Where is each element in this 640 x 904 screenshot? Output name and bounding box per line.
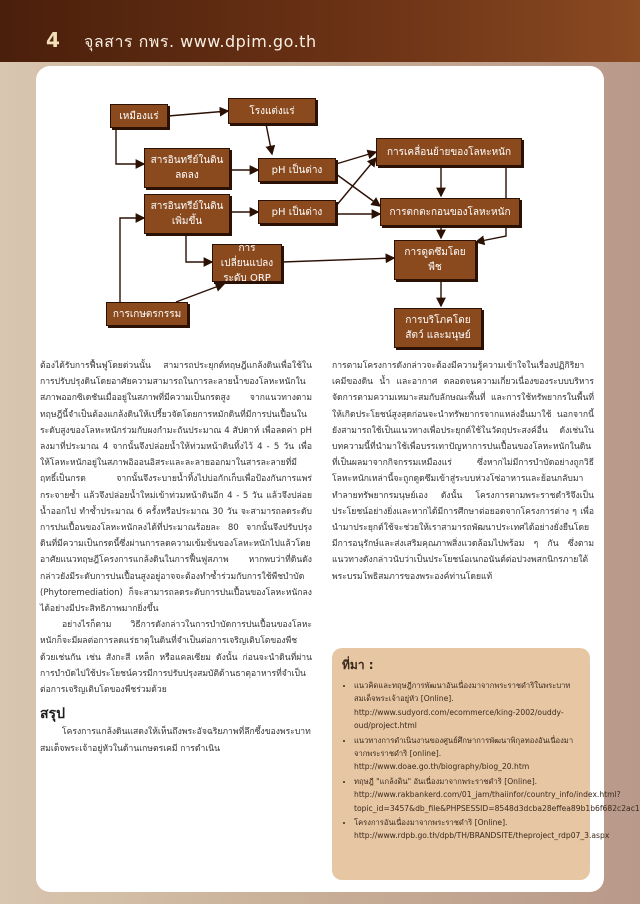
- left-paragraph-1: ต้องได้รับการฟื้นฟูโดยด่วนนั้น สามารถประยุกต์ทฤษฎีแกล้งดินเพื่อใช้ในการปรับปรุงดินโดยอาศัยความสามารถในการละลายน้ำของโลหะหนักในสภาพออกซิเดชันเมื่ออยู่ในสภาพที่มีความเป็นกรดสูง จากแนวทางตามทฤษฎีนี้จำเป็นต้องแกล้งดินให้เปรี้ยวจัดโดยการหมักดินที่มีการปนเปื้อนในระดับสูงของโลหะหนักร่วมกับผงกำมะถันประมาณ 4 สัปดาห์ เพื่อลดค่า pH ลงมาที่ประมาณ 4 จากนั้นจึงปล่อยน้ำให้ท่วมหน้าดินทิ้งไว้ 4 - 5 วัน เพื่อให้โลหะหนักอยู่ในสภาพอิออนอิสระและละลายออกมาในสารละลายที่มีฤทธิ์เป็นกรด จากนั้นจึงระบายน้ำทิ้งไปบ่อกักเก็บเพื่อป้องกันการแพร่กระจายซ้ำ แล้วจึงปล่อยน้ำใหม่เข้าท่วมหน้าดินอีก 4 - 5 วัน แล้วจึงปล่อยน้ำออกไป ทำซ้ำประมาณ 6 ครั้งหรือประมาณ 30 วัน จะสามารถลดระดับการปนเปื้อนของโลหะหนักลงได้ที่ประมาณร้อยละ 80 จากนั้นจึงปรับปรุงดินที่มีความเป็นกรดนี้ซึ่งผ่านการลดความเข้มข้นของโลหะหนักไปแล้วโดยอาศัยแนวทฤษฎีโครงการแกล้งดินในการฟื้นฟูสภาพ หากพบว่าที่ดินดังกล่าวยังมีระดับการปนเปื้อนสูงอยู่อาจจะต้องทำซ้ำร่วมกับการใช้พืชบำบัด (Phytoremediation) ก็จะสามารถลดระดับการปนเปื้อนของโลหะหนักลงได้อย่างมีประสิทธิภาพมากยิ่งขึ้น: [40, 361, 312, 615]
- left-paragraph-2: อย่างไรก็ตาม วิธีการดังกล่าวในการบำบัดการปนเปื้อนของโลหะหนักก็จะมีผลต่อการลดแร่ธาตุในดินที่จำเป็นต่อการเจริญเติบโตของพืชด้วยเช่นกัน เช่น สังกะสี เหล็ก หรือแคลเซียม ดังนั้น ก่อนจะนำดินที่ผ่านการบำบัดไปใช้ประโยชน์ควรมีการปรับปรุงสมบัติด้านธาตุอาหารที่จำเป็นต่อการเจริญเติบโตของพืชร่วมด้วย: [40, 620, 312, 696]
- box-ph-2: pH เป็นด่าง: [258, 200, 336, 224]
- box-metal-movement: การเคลื่อนย้ายของโลหะหนัก: [376, 138, 522, 166]
- right-column: [332, 358, 594, 585]
- arrow-mill-to-ph: [266, 124, 272, 154]
- arrow-mine-to-soil-down: [116, 127, 144, 164]
- box-ph-1: pH เป็นด่าง: [258, 158, 336, 182]
- box-agriculture: การเกษตรกรรม: [106, 302, 188, 326]
- references-list: [342, 679, 640, 843]
- page-number: 4: [46, 28, 60, 52]
- box-orp-change: การเปลี่ยนแปลง ระดับ ORP: [212, 244, 282, 282]
- content-panel: [36, 66, 640, 892]
- box-mining: เหมืองแร่: [110, 104, 168, 128]
- arrow-orp-to-plant: [282, 258, 394, 262]
- box-ore-mill: โรงแต่งแร่: [228, 98, 316, 124]
- reference-item: • โครงการอันเนื่องมาจากพระราชดำริ [Online]. http://www.rdpb.go.th/dpb/TH/BRANDSITE/theproject_rdp07_3.aspx: [354, 816, 580, 843]
- references-title: ที่มา :: [342, 658, 374, 672]
- publication-title: จุลสาร กพร. www.dpim.go.th: [84, 32, 317, 51]
- page-header: [0, 0, 640, 62]
- arrow-mine-to-mill: [168, 111, 228, 116]
- box-metal-settling: การตกตะกอนของโลหะหนัก: [380, 198, 520, 226]
- box-organic-decrease: สารอินทรีย์ในดิน ลดลง: [144, 148, 230, 188]
- reference-item: • ทฤษฎี "แกล้งดิน" อันเนื่องมาจากพระราชดำริ [Online]. http://www.rakbankerd.com/01_jam/thaiinfor/country_info/index.html?topic_id=3457&db_file&PHPSESSID=8548d3dcba28effea89b1b6f682c2ac1: [354, 775, 580, 815]
- reference-item: • แนวทางการดำเนินงานของศูนย์ศึกษาการพัฒนาพิกุลทองอันเนื่องมาจากพระราชดำริ [online]. http://www.doae.go.th/biography/biog_20.htm: [354, 734, 580, 774]
- arrow-ph-to-move: [336, 152, 376, 164]
- summary-heading: สรุป: [40, 706, 65, 723]
- reference-item: • แนวคิดและทฤษฎีการพัฒนาอันเนื่องมาจากพระราชดำริในพระบาทสมเด็จพระเจ้าอยู่หัว [Online]. http://www.sudyord.com/ecommerce/king-2002/ouddy-oud/project.html: [354, 679, 580, 733]
- box-plant-absorption: การดูดซึมโดยพืช: [394, 240, 476, 280]
- references-box: [332, 648, 640, 880]
- arrow-soil-to-orp: [186, 236, 212, 262]
- arrow-agri-to-soil-up: [120, 218, 144, 302]
- summary-text: โครงการแกล้งดินแสดงให้เห็นถึงพระอัจฉริยภาพที่ลึกซึ้งของพระบาทสมเด็จพระเจ้าอยู่หัวในด้านเกษตรเคมี การดำเนิน: [40, 727, 311, 754]
- right-paragraph: การตามโครงการดังกล่าวจะต้องมีความรู้ความเข้าใจในเรื่องปฏิกิริยาเคมีของดิน น้ำ และอากาศ ตลอดจนความเกี่ยวเนื่องของระบบบริหารจัดการตามความเหมาะสมกับลักษณะพื้นที่ และการใช้ทรัพยากรในพื้นที่ให้เกิดประโยชน์สูงสุดก่อนจะนำทรัพยากรจากแหล่งอื่นมาใช้ นอกจากนี้ ยังสามารถใช้เป็นแนวทางเพื่อประยุกต์ใช้ในวัตถุประสงค์อื่น ดังเช่นในบทความนี้ที่นำมาใช้เพื่อบรรเทาปัญหาการปนเปื้อนของโลหะหนักในดินที่เป็นผลมาจากกิจกรรมเหมืองแร่ ซึ่งหากไม่มีการบำบัดอย่างถูกวิธี โลหะหนักเหล่านี้จะถูกดูดซึมเข้าสู่ระบบห่วงโซ่อาหารและย้อนกลับมาทำลายทรัพยากรมนุษย์เอง ดังนั้น โครงการตามพระราชดำริจึงเป็นประโยชน์อย่างยิ่งและหากได้มีการศึกษาต่อยอดจากโครงการต่าง ๆ เพื่อนำมาประยุกต์ใช้จะช่วยให้เราสามารถพัฒนาประเทศได้อย่างยั่งยืนโดยมีการอนุรักษ์และส่งเสริมคุณภาพสิ่งแวดล้อมไปพร้อม ๆ กัน ซึ่งตามแนวทางดังกล่าวนับว่าเป็นประโยชน์อเนกอนันต์ต่อปวงพสกนิกรภายใต้พระบรมโพธิสมภารของพระองค์ท่านโดยแท้: [332, 361, 594, 582]
- left-column: [40, 358, 312, 757]
- box-consumption: การบริโภคโดยสัตว์ และมนุษย์: [394, 308, 482, 348]
- box-organic-increase: สารอินทรีย์ในดิน เพิ่มขึ้น: [144, 194, 230, 234]
- process-diagram: [36, 66, 604, 346]
- arrow-agri-to-orp: [176, 284, 224, 302]
